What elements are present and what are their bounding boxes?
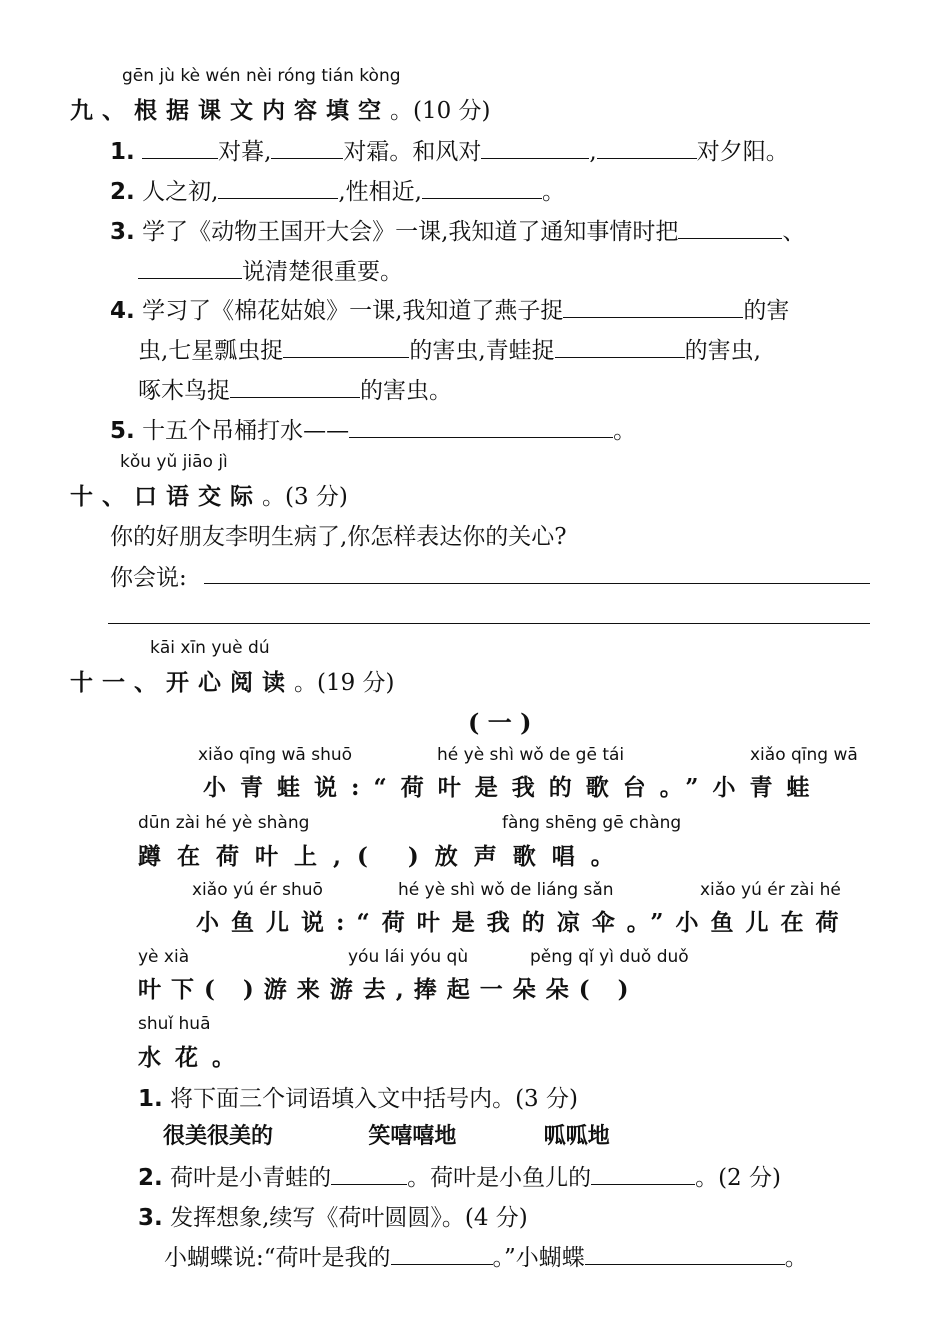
q-text: 学了《动物王国开大会》一课,我知道了通知事情时把 bbox=[142, 219, 679, 245]
answer-blank[interactable] bbox=[481, 138, 589, 159]
sec9-heading bbox=[70, 92, 491, 125]
part-label: ( 一 ) bbox=[468, 708, 532, 737]
sec9-q3-cont bbox=[138, 253, 403, 286]
answer-line[interactable] bbox=[204, 583, 870, 584]
answer-blank[interactable] bbox=[555, 337, 685, 358]
q-number: 1. bbox=[138, 1086, 163, 1112]
answer-blank[interactable] bbox=[391, 1244, 493, 1265]
q-text: 学习了《棉花姑娘》一课,我知道了燕子捉 bbox=[142, 298, 564, 324]
q-text: 。 bbox=[784, 1245, 808, 1271]
word-option: 笑嘻嘻地 bbox=[368, 1124, 457, 1149]
q-number: 2. bbox=[138, 1165, 163, 1191]
word-bank bbox=[163, 1119, 610, 1150]
answer-blank[interactable] bbox=[218, 178, 338, 199]
sec9-q5 bbox=[110, 412, 636, 445]
answer-blank[interactable] bbox=[563, 297, 743, 318]
sec11-q2 bbox=[138, 1159, 781, 1192]
passage-line: 水花。 bbox=[138, 1044, 249, 1071]
pinyin: xiǎo qīng wā shuō bbox=[198, 745, 353, 765]
q-text: ,性相近, bbox=[338, 179, 422, 205]
sec11-q3-answer bbox=[164, 1239, 808, 1272]
sec9-q1 bbox=[110, 133, 789, 166]
passage-line: 蹲在荷叶上,( )放声歌唱。 bbox=[138, 843, 630, 870]
sec9-q4-line3 bbox=[138, 372, 452, 405]
sec11-heading bbox=[70, 664, 395, 697]
sec9-title: 九、根据课文内容填空 bbox=[70, 98, 390, 124]
q-number: 2. bbox=[110, 179, 135, 205]
q-text: 。 bbox=[613, 418, 637, 444]
pinyin: pěng qǐ yì duǒ duǒ bbox=[530, 947, 689, 967]
sec10-score: 。(3 分) bbox=[262, 484, 348, 510]
answer-blank[interactable] bbox=[142, 138, 218, 159]
q-text: 。(2 分) bbox=[695, 1165, 781, 1191]
pinyin: fàng shēng gē chàng bbox=[502, 813, 682, 833]
sec10-heading bbox=[70, 478, 348, 511]
sec10-question: 你的好朋友李明生病了,你怎样表达你的关心? bbox=[110, 524, 567, 550]
q-text: 、 bbox=[782, 219, 806, 245]
sec11-score: 。(19 分) bbox=[294, 670, 395, 696]
pinyin: xiǎo qīng wā bbox=[750, 745, 858, 765]
sec9-q4-line2 bbox=[138, 332, 761, 365]
q-text: 虫,七星瓢虫捉 bbox=[138, 338, 284, 364]
pinyin: yóu lái yóu qù bbox=[348, 947, 469, 967]
sec9-pinyin: gēn jù kè wén nèi róng tián kòng bbox=[122, 66, 401, 86]
q-text: 小蝴蝶说:“荷叶是我的 bbox=[164, 1245, 391, 1271]
passage-line: 小鱼儿说:“荷叶是我的凉伞。”小鱼儿在荷 bbox=[196, 909, 851, 936]
sec10-title: 十、口语交际 bbox=[70, 484, 262, 510]
answer-blank[interactable] bbox=[585, 1244, 785, 1265]
word-option: 呱呱地 bbox=[543, 1124, 610, 1149]
passage-line: 叶下( )游来游去,捧起一朵朵( ) bbox=[138, 976, 639, 1003]
q-text: 人之初, bbox=[142, 179, 219, 205]
sec11-pinyin: kāi xīn yuè dú bbox=[150, 638, 270, 658]
q-text: 的害虫。 bbox=[360, 378, 452, 404]
q-text: 。荷叶是小鱼儿的 bbox=[407, 1165, 592, 1191]
answer-line[interactable] bbox=[108, 623, 870, 624]
q-text: 荷叶是小青蛙的 bbox=[170, 1165, 332, 1191]
pinyin: hé yè shì wǒ de liáng sǎn bbox=[398, 880, 614, 900]
answer-blank[interactable] bbox=[283, 337, 409, 358]
q-text: 说清楚很重要。 bbox=[242, 259, 403, 285]
pinyin: xiǎo yú ér zài hé bbox=[700, 880, 841, 900]
q-text: 的害虫, bbox=[684, 338, 761, 364]
sec9-q3 bbox=[110, 213, 805, 246]
q-number: 1. bbox=[110, 139, 135, 165]
q-text: , bbox=[589, 139, 597, 165]
answer-blank[interactable] bbox=[331, 1164, 407, 1185]
q-text: 十五个吊桶打水—— bbox=[142, 418, 350, 444]
word-option: 很美很美的 bbox=[163, 1124, 274, 1149]
pinyin: dūn zài hé yè shàng bbox=[138, 813, 310, 833]
answer-blank[interactable] bbox=[591, 1164, 695, 1185]
pinyin: yè xià bbox=[138, 947, 190, 967]
q-number: 3. bbox=[138, 1205, 163, 1231]
q-text: 的害虫,青蛙捉 bbox=[409, 338, 555, 364]
q-text: 对暮, bbox=[218, 139, 272, 165]
q-text: 发挥想象,续写《荷叶圆圆》。(4 分) bbox=[170, 1205, 528, 1231]
sec9-score: 。(10 分) bbox=[390, 98, 491, 124]
q-text: 的害 bbox=[743, 298, 790, 324]
q-text: 对夕阳。 bbox=[696, 139, 789, 165]
passage-line: 小青蛙说:“荷叶是我的歌台。”小青蛙 bbox=[203, 774, 824, 801]
q-text: 对霜。和风对 bbox=[343, 139, 482, 165]
q-number: 3. bbox=[110, 219, 135, 245]
sec10-pinyin: kǒu yǔ jiāo jì bbox=[120, 452, 228, 472]
q-number: 4. bbox=[110, 298, 135, 324]
answer-blank[interactable] bbox=[597, 138, 697, 159]
sec9-q2 bbox=[110, 173, 565, 206]
answer-blank[interactable] bbox=[678, 218, 782, 239]
q-text: 将下面三个词语填入文中括号内。(3 分) bbox=[170, 1086, 578, 1112]
pinyin: xiǎo yú ér shuō bbox=[192, 880, 323, 900]
q-text: 啄木鸟捉 bbox=[138, 378, 230, 404]
sec10-answer-label: 你会说: bbox=[110, 565, 187, 591]
answer-blank[interactable] bbox=[271, 138, 343, 159]
sec9-q4 bbox=[110, 292, 789, 325]
answer-blank[interactable] bbox=[422, 178, 542, 199]
pinyin: hé yè shì wǒ de gē tái bbox=[437, 745, 625, 765]
pinyin: shuǐ huā bbox=[138, 1014, 211, 1034]
q-text: 。 bbox=[542, 179, 565, 205]
q-number: 5. bbox=[110, 418, 135, 444]
answer-blank[interactable] bbox=[230, 377, 360, 398]
answer-blank[interactable] bbox=[349, 417, 613, 438]
q-text: 。”小蝴蝶 bbox=[492, 1245, 585, 1271]
sec11-q3 bbox=[138, 1199, 528, 1232]
sec11-title: 十一、开心阅读 bbox=[70, 670, 294, 696]
answer-blank[interactable] bbox=[138, 258, 242, 279]
sec11-q1 bbox=[138, 1080, 578, 1113]
